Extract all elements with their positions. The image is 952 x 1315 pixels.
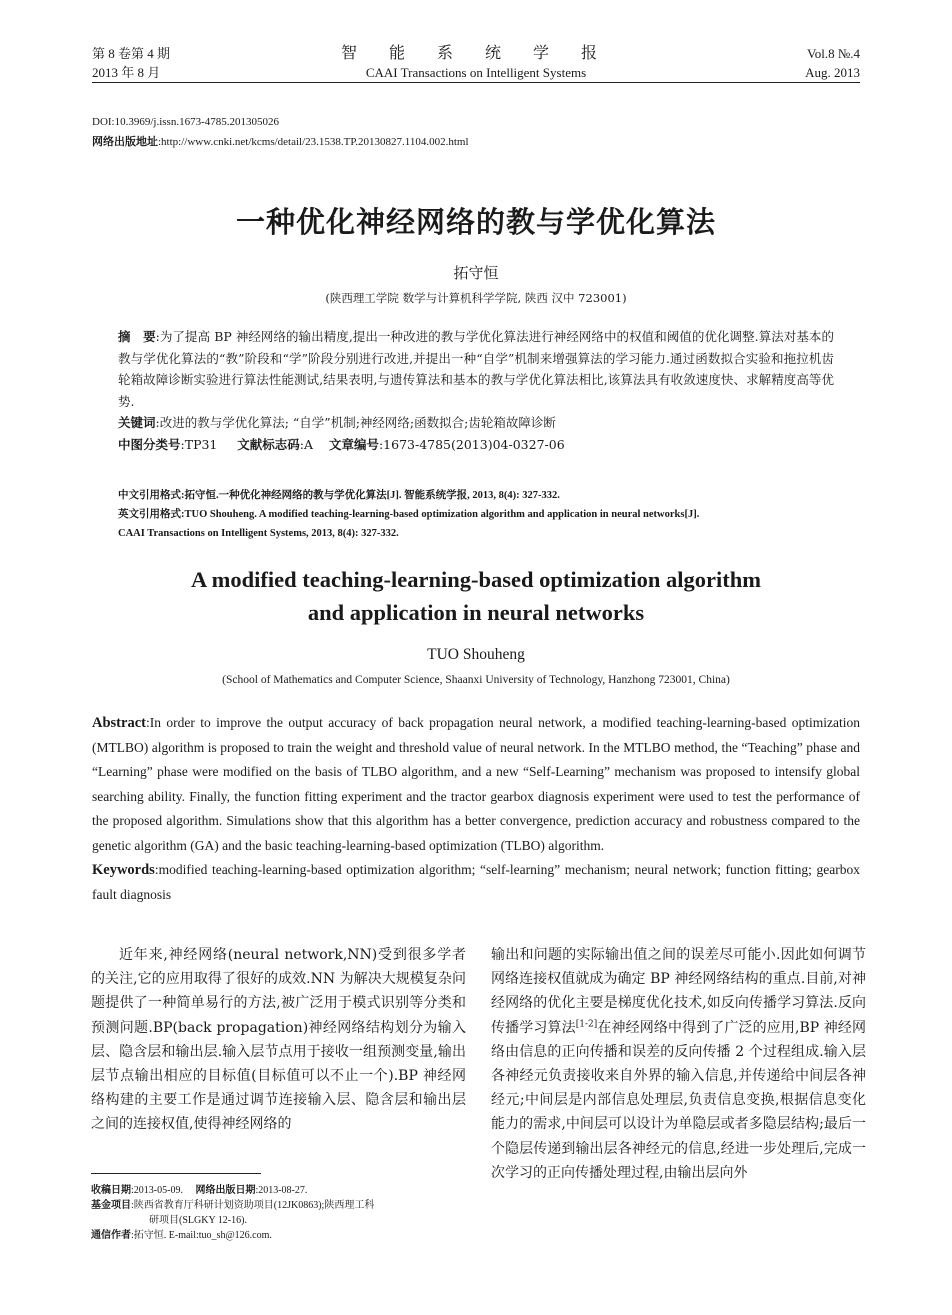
reference-marker[interactable]: [1-2] bbox=[575, 1018, 598, 1029]
keywords-cn bbox=[118, 412, 834, 434]
body-paragraph: 近年来,神经网络(neural network,NN)受到很多学者的关注,它的应用取得了很好的成效.NN 为解决大规模复杂问题提供了一种简单易行的方法,被广泛用于模式识别等分类和预测问题.BP(back propagation)神经网络结构划分为输入层、隐含层和输出层.输入层节点用于接收一组预测变量,输出层节点输出相应的目标值(目标值可以不止一个).BP 神经网络构建的主要工作是通过调节连接输入层、隐含层和输出层之间的连接权值,使得神经网络的 bbox=[91, 947, 466, 1133]
keywords-cn-text: :改进的教与学优化算法; “自学”机制;神经网络;函数拟合;齿轮箱故障诊断 bbox=[155, 415, 556, 430]
body-paragraph bbox=[491, 943, 866, 1185]
abstract-en-label: Abstract bbox=[92, 715, 146, 731]
body-text-a: 输出和问题的实际输出值之间的误差尽可能小.因此如何调节网络连接权值就成为确定 BP 神经网络结构的重点.目前,对神经网络的优化主要是梯度优化技术,如反向传播学习算法.反向传播学习算法 bbox=[491, 947, 866, 1036]
abstract-cn-body bbox=[118, 326, 834, 412]
online-address-label: 网络出版地址 bbox=[92, 135, 158, 148]
abstract-en-text: :In order to improve the output accuracy of back propagation neural network, a modified teaching-learning-based optimization (MTLBO) algorithm is proposed to train the weight and threshold value of neural network. In the MTLBO method, the “Teaching” phase and “Learning” phase were modified on the basis of TLBO algorithm, and a new “Self-Learning” mechanism was proposed to intensify global searching ability. Finally, the function fitting experiment and the tractor gearbox diagnosis experiment were used to test the performance of the proposed algorithm. Simulations show that this algorithm has a better convergence, prediction accuracy and robustness compared to the genetic algorithm (GA) and the basic teaching-learning-based optimization (TLBO) algorithm. bbox=[92, 715, 860, 853]
date-cn: 2013 年 8 月 bbox=[92, 65, 161, 80]
citation-format bbox=[118, 486, 857, 543]
citation-en-line1: 英文引用格式:TUO Shouheng. A modified teaching-learning-based optimization algorithm and application in neural networks[J]. bbox=[118, 509, 700, 520]
received-label: 收稿日期 bbox=[91, 1185, 131, 1196]
corresponding-author: :拓守恒. E-mail:tuo_sh@126.com. bbox=[131, 1230, 272, 1241]
keywords-en-label: Keywords bbox=[92, 862, 155, 878]
running-header bbox=[92, 40, 860, 83]
footnote-fund bbox=[91, 1198, 471, 1213]
fund-line1: :陕西省教育厅科研计划资助项目(12JK0863);陕西理工科 bbox=[131, 1200, 375, 1211]
online-date: :2013-08-27. bbox=[255, 1185, 308, 1196]
abstract-cn-label: 摘 要 bbox=[118, 329, 156, 344]
online-date-label: 网络出版日期 bbox=[195, 1185, 256, 1196]
online-address-url[interactable]: :http://www.cnki.net/kcms/detail/23.1538.TP.20130827.1104.002.html bbox=[158, 136, 469, 148]
title-en bbox=[0, 563, 952, 629]
clc-value: :TP31 bbox=[180, 436, 218, 452]
article-no-label: 文章编号 bbox=[328, 436, 379, 452]
article-no-value: :1673-4785(2013)04-0327-06 bbox=[378, 436, 565, 452]
title-cn: 一种优化神经网络的教与学优化算法 bbox=[235, 205, 716, 239]
title-en-line2: and application in neural networks bbox=[307, 600, 645, 625]
author-cn: 拓守恒 bbox=[453, 264, 499, 282]
author-en: TUO Shouheng bbox=[427, 646, 525, 663]
abstract-en bbox=[92, 711, 860, 907]
fund-label: 基金项目 bbox=[91, 1200, 131, 1211]
body-text-b: 在神经网络中得到了广泛的应用,BP 神经网络由信息的正向传播和误差的反向传播 2 个过程组成.输入层各神经元负责接收来自外界的输入信息,并传递给中间层各神经元;中间层是内部信息处理层,负责信息变换,根据信息变化能力的需求,中间层可以设计为单隐层或者多隐层结构;最后一个隐层传递到输出层各神经元的信息,经进一步处理后,完成一次学习的正向传播处理过程,由输出层向外 bbox=[491, 1019, 866, 1181]
doi: DOI:10.3969/j.issn.1673-4785.201305026 bbox=[92, 116, 279, 128]
fund-line2: 研项目(SLGKY 12-16). bbox=[149, 1215, 247, 1226]
body-column-right bbox=[491, 943, 866, 1185]
corresponding-author-label: 通信作者 bbox=[91, 1230, 131, 1241]
footnote-divider bbox=[91, 1173, 261, 1174]
doc-code-label: 文献标志码 bbox=[237, 436, 300, 452]
citation-en-line2: CAAI Transactions on Intelligent Systems, 2013, 8(4): 327-332. bbox=[118, 528, 399, 539]
keywords-en-text: :modified teaching-learning-based optimization algorithm; “self-learning” mechanism; neural network; function fitting; gearbox fault diagnosis bbox=[92, 862, 860, 902]
abstract-en-body bbox=[92, 711, 860, 858]
article-meta bbox=[92, 112, 469, 152]
keywords-en bbox=[92, 858, 860, 907]
title-en-line1: A modified teaching-learning-based optimization algorithm bbox=[191, 567, 761, 592]
abstract-cn-text: :为了提高 BP 神经网络的输出精度,提出一种改进的教与学优化算法进行神经网络中的权值和阈值的优化调整.算法对基本的教与学优化算法的“教”阶段和“学”阶段分别进行改进,并提出一种“自学”机制来增强算法的学习能力.通过函数拟合实验和拖拉机齿轮箱故障诊断实验进行算法性能测试,结果表明,与遗传算法和基本的教与学优化算法相比,该算法具有收敛速度快、求解精度高等优势. bbox=[118, 329, 834, 409]
affiliation-cn: (陕西理工学院 数学与计算机科学学院, 陕西 汉中 723001) bbox=[325, 291, 627, 305]
keywords-cn-label: 关键词 bbox=[118, 415, 156, 430]
classification-line bbox=[118, 434, 834, 456]
footnote-author bbox=[91, 1228, 471, 1243]
received-date: :2013-05-09. bbox=[131, 1185, 183, 1196]
volume-issue-cn: 第 8 卷第 4 期 bbox=[92, 46, 171, 61]
citation-cn: 中文引用格式:拓守恒.一种优化神经网络的教与学优化算法[J]. 智能系统学报, 2013, 8(4): 327-332. bbox=[118, 490, 560, 501]
clc-label: 中图分类号 bbox=[118, 436, 181, 452]
journal-name-cn: 智 能 系 统 学 报 bbox=[340, 45, 611, 62]
doc-code-value: :A bbox=[299, 436, 314, 452]
footnote bbox=[91, 1183, 471, 1243]
abstract-cn bbox=[118, 326, 834, 455]
journal-name-en: CAAI Transactions on Intelligent Systems bbox=[365, 65, 587, 80]
volume-issue-en: Vol.8 №.4 bbox=[807, 46, 860, 61]
footnote-dates bbox=[91, 1183, 471, 1198]
body-column-left bbox=[91, 943, 466, 1137]
date-en: Aug. 2013 bbox=[805, 65, 860, 80]
affiliation-en: (School of Mathematics and Computer Science, Shaanxi University of Technology, Hanzhong 723001, China) bbox=[222, 674, 730, 686]
online-address bbox=[92, 132, 469, 152]
